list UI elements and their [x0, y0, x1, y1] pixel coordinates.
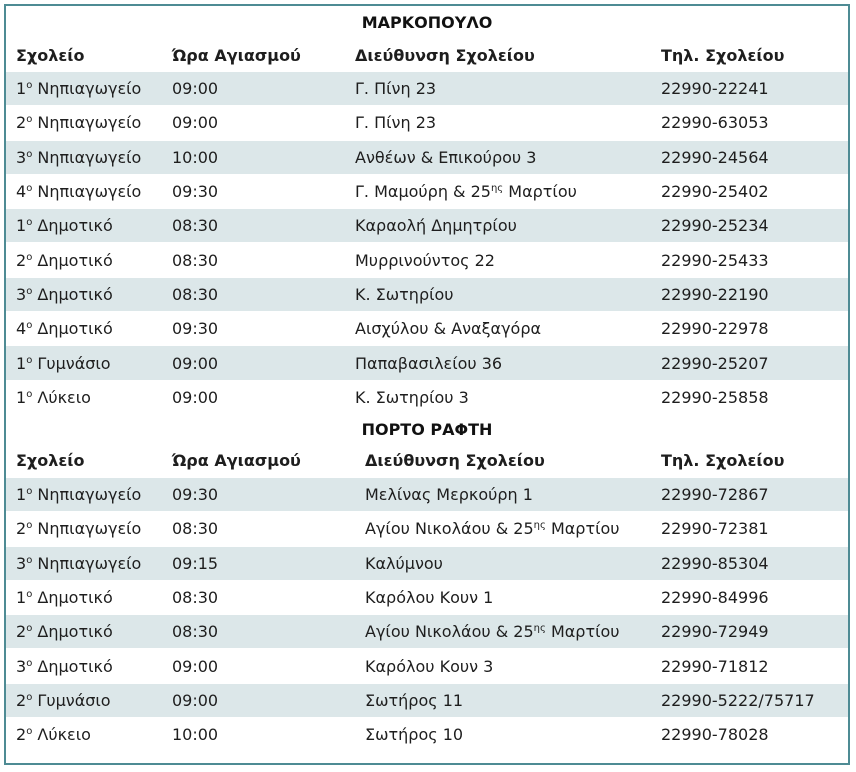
- table-row: [6, 511, 848, 545]
- school-number: 3: [16, 147, 27, 167]
- school-phone: 22990-71812: [661, 656, 769, 676]
- ordinal-suffix: ο: [26, 148, 33, 160]
- school-phone: 22990-63053: [661, 113, 769, 133]
- school-cell: [6, 79, 172, 98]
- school-cell: [6, 657, 172, 676]
- address-tail: Μαρτίου: [550, 622, 620, 642]
- address-text: Ανθέων & Επικούρου 3: [355, 147, 537, 167]
- school-phone: 22990-72867: [661, 485, 769, 505]
- school-number: 3: [16, 284, 27, 304]
- table-row: [6, 546, 848, 580]
- table-row: [6, 717, 848, 751]
- table-row: [6, 380, 848, 414]
- blessing-time: 09:30: [172, 319, 219, 339]
- school-phone: 22990-25402: [661, 182, 769, 202]
- ordinal-suffix: ο: [26, 691, 33, 703]
- ordinal-suffix: ο: [26, 285, 33, 297]
- ordinal-suffix: ο: [26, 623, 33, 635]
- school-cell: [6, 251, 172, 270]
- school-name: Δημοτικό: [37, 319, 113, 339]
- section-porto-rafti: [6, 414, 848, 751]
- school-number: 1: [16, 588, 27, 607]
- school-name: Νηπιαγωγείο: [37, 182, 142, 202]
- address-ordinal-suffix: ης: [533, 520, 546, 532]
- blessing-time: 09:00: [172, 79, 219, 99]
- school-address: [355, 388, 661, 407]
- table-row: [6, 277, 848, 311]
- blessing-time: 08:30: [172, 250, 219, 270]
- school-name: Νηπιαγωγείο: [37, 113, 142, 133]
- ordinal-suffix: ο: [26, 320, 33, 332]
- column-header: Ώρα Αγιασμού: [172, 45, 301, 65]
- school-name: Γυμνάσιο: [37, 690, 111, 710]
- address-text: Καραολή Δημητρίου: [355, 216, 517, 236]
- ordinal-suffix: ο: [26, 657, 33, 669]
- school-address: [365, 691, 661, 710]
- blessing-time: 10:00: [172, 725, 219, 745]
- address-ordinal-suffix: ης: [533, 623, 546, 635]
- address-text: Σωτήρος 10: [365, 725, 464, 745]
- school-cell: [6, 554, 172, 573]
- school-name: Δημοτικό: [37, 216, 113, 236]
- school-name: Νηπιαγωγείο: [37, 519, 142, 539]
- column-header: Ώρα Αγιασμού: [172, 451, 301, 471]
- ordinal-suffix: ο: [26, 486, 33, 498]
- school-number: 2: [16, 250, 27, 270]
- school-cell: [6, 148, 172, 167]
- blessing-time: 09:30: [172, 485, 219, 505]
- school-name: Λύκειο: [37, 387, 91, 407]
- school-address: [355, 113, 661, 132]
- ordinal-suffix: ο: [26, 251, 33, 263]
- school-cell: [6, 388, 172, 407]
- blessing-time: 08:30: [172, 519, 219, 539]
- school-name: Νηπιαγωγείο: [37, 147, 142, 167]
- ordinal-suffix: ο: [26, 520, 33, 532]
- school-name: Δημοτικό: [37, 284, 113, 304]
- school-phone: 22990-24564: [661, 147, 769, 167]
- school-phone: 22990-22190: [661, 284, 769, 304]
- address-text: Κ. Σωτηρίου 3: [355, 387, 469, 407]
- address-text: Μελίνας Μερκούρη 1: [365, 485, 533, 505]
- table-row: [6, 71, 848, 105]
- table-row: [6, 580, 848, 614]
- table-row: [6, 242, 848, 276]
- school-address: [365, 725, 661, 744]
- column-header: Διεύθυνση Σχολείου: [365, 451, 545, 471]
- school-phone: 22990-25433: [661, 250, 769, 270]
- school-address: [365, 588, 661, 607]
- section-title: ΠΟΡΤΟ ΡΑΦΤΗ: [361, 419, 493, 439]
- school-phone: 22990-72381: [661, 519, 769, 539]
- school-cell: [6, 319, 172, 338]
- address-text: Μυρρινούντος 22: [355, 250, 495, 270]
- table-row: [6, 477, 848, 511]
- school-cell: [6, 354, 172, 373]
- blessing-time: 08:30: [172, 284, 219, 304]
- blessing-time: 10:00: [172, 147, 219, 167]
- school-number: 4: [16, 182, 27, 202]
- school-number: 1: [16, 353, 27, 373]
- school-address: [365, 622, 661, 641]
- school-address: [355, 354, 661, 373]
- school-name: Δημοτικό: [37, 622, 113, 642]
- ordinal-suffix: ο: [26, 183, 33, 195]
- school-name: Νηπιαγωγείο: [37, 553, 142, 573]
- school-name: Νηπιαγωγείο: [37, 79, 142, 99]
- school-address: [355, 285, 661, 304]
- address-tail: Μαρτίου: [550, 519, 620, 539]
- school-number: 2: [16, 725, 27, 745]
- school-phone: 22990-25207: [661, 353, 769, 373]
- ordinal-suffix: ο: [26, 80, 33, 92]
- school-name: Νηπιαγωγείο: [37, 485, 142, 505]
- column-header: Τηλ. Σχολείου: [661, 45, 785, 65]
- blessing-time: 08:30: [172, 216, 219, 236]
- school-number: 2: [16, 622, 27, 642]
- ordinal-suffix: ο: [26, 217, 33, 229]
- school-number: 4: [16, 319, 27, 339]
- table-row: [6, 345, 848, 379]
- school-name: Δημοτικό: [37, 656, 113, 676]
- school-cell: [6, 285, 172, 304]
- blessing-time: 09:30: [172, 182, 219, 202]
- school-cell: [6, 485, 172, 504]
- ordinal-suffix: ο: [26, 726, 33, 738]
- address-text: Γ. Μαμούρη & 25: [355, 182, 491, 202]
- column-header: Τηλ. Σχολείου: [661, 451, 785, 471]
- school-number: 3: [16, 656, 27, 676]
- ordinal-suffix: ο: [26, 114, 33, 126]
- school-number: 1: [16, 485, 27, 505]
- address-text: Παπαβασιλείου 36: [355, 353, 503, 373]
- school-address: [355, 79, 661, 98]
- address-text: Καλύμνου: [365, 553, 443, 573]
- school-cell: [6, 622, 172, 641]
- table-row: [6, 311, 848, 345]
- school-phone: 22990-22241: [661, 79, 769, 99]
- ordinal-suffix: ο: [26, 589, 33, 600]
- school-phone: 22990-78028: [661, 725, 769, 745]
- column-header: Σχολείο: [16, 45, 85, 65]
- ordinal-suffix: ο: [26, 354, 33, 366]
- school-address: [365, 519, 661, 538]
- section-title: ΜΑΡΚΟΠΟΥΛΟ: [361, 13, 493, 32]
- blessing-time: 08:30: [172, 622, 219, 642]
- school-phone: 22990-72949: [661, 622, 769, 642]
- table-row: [6, 140, 848, 174]
- blessing-time: 08:30: [172, 588, 219, 607]
- school-cell: [6, 691, 172, 710]
- school-name: Δημοτικό: [37, 588, 113, 607]
- school-phone: 22990-85304: [661, 553, 769, 573]
- school-address: [355, 182, 661, 201]
- ordinal-suffix: ο: [26, 388, 33, 400]
- blessing-time: 09:00: [172, 656, 219, 676]
- school-number: 2: [16, 113, 27, 133]
- school-cell: [6, 725, 172, 744]
- header-row: [6, 39, 848, 71]
- school-phone: 22990-22978: [661, 319, 769, 339]
- column-header: Σχολείο: [16, 451, 85, 471]
- ordinal-suffix: ο: [26, 554, 33, 566]
- address-text: Καρόλου Κουν 3: [365, 656, 494, 676]
- school-address: [355, 148, 661, 167]
- blessing-time: 09:00: [172, 690, 219, 710]
- school-address: [355, 216, 661, 235]
- school-name: Γυμνάσιο: [37, 353, 111, 373]
- school-phone: 22990-25234: [661, 216, 769, 236]
- header-row: [6, 445, 848, 477]
- blessing-time: 09:00: [172, 113, 219, 133]
- address-text: Κ. Σωτηρίου: [355, 284, 454, 304]
- school-number: 1: [16, 387, 27, 407]
- school-cell: [6, 519, 172, 538]
- school-cell: [6, 216, 172, 235]
- address-tail: Μαρτίου: [508, 182, 577, 202]
- address-text: Γ. Πίνη 23: [355, 113, 437, 133]
- table-row: [6, 105, 848, 139]
- school-address: [355, 251, 661, 270]
- table-row: [6, 208, 848, 242]
- school-number: 3: [16, 553, 27, 573]
- blessing-time: 09:15: [172, 553, 219, 573]
- table-row: [6, 614, 848, 648]
- school-address: [365, 657, 661, 676]
- school-address: [365, 485, 661, 504]
- address-ordinal-suffix: ης: [490, 183, 504, 195]
- table-row: [6, 648, 848, 682]
- address-text: Καρόλου Κουν 1: [365, 588, 494, 607]
- address-text: Αγίου Νικολάου & 25: [365, 519, 534, 539]
- school-phone: 22990-84996: [661, 588, 769, 607]
- schedule-table: [4, 4, 850, 765]
- school-phone: 22990-25858: [661, 387, 769, 407]
- address-text: Γ. Πίνη 23: [355, 79, 437, 99]
- address-text: Αισχύλου & Αναξαγόρα: [355, 319, 542, 339]
- column-header: Διεύθυνση Σχολείου: [355, 45, 535, 65]
- address-text: Αγίου Νικολάου & 25: [365, 622, 534, 642]
- blessing-time: 09:00: [172, 387, 219, 407]
- school-number: 1: [16, 79, 27, 99]
- table-row: [6, 683, 848, 717]
- school-phone: 22990-5222/75717: [661, 690, 815, 710]
- school-number: 2: [16, 519, 27, 539]
- school-cell: [6, 113, 172, 132]
- school-address: [355, 319, 661, 338]
- section-markopoulo: [6, 6, 848, 414]
- blessing-time: 09:00: [172, 353, 219, 373]
- address-text: Σωτήρος 11: [365, 690, 464, 710]
- school-address: [365, 554, 661, 573]
- school-number: 1: [16, 216, 27, 236]
- school-name: Λύκειο: [37, 725, 91, 745]
- school-cell: [6, 588, 172, 607]
- school-number: 2: [16, 690, 27, 710]
- table-row: [6, 174, 848, 208]
- school-name: Δημοτικό: [37, 250, 113, 270]
- school-cell: [6, 182, 172, 201]
